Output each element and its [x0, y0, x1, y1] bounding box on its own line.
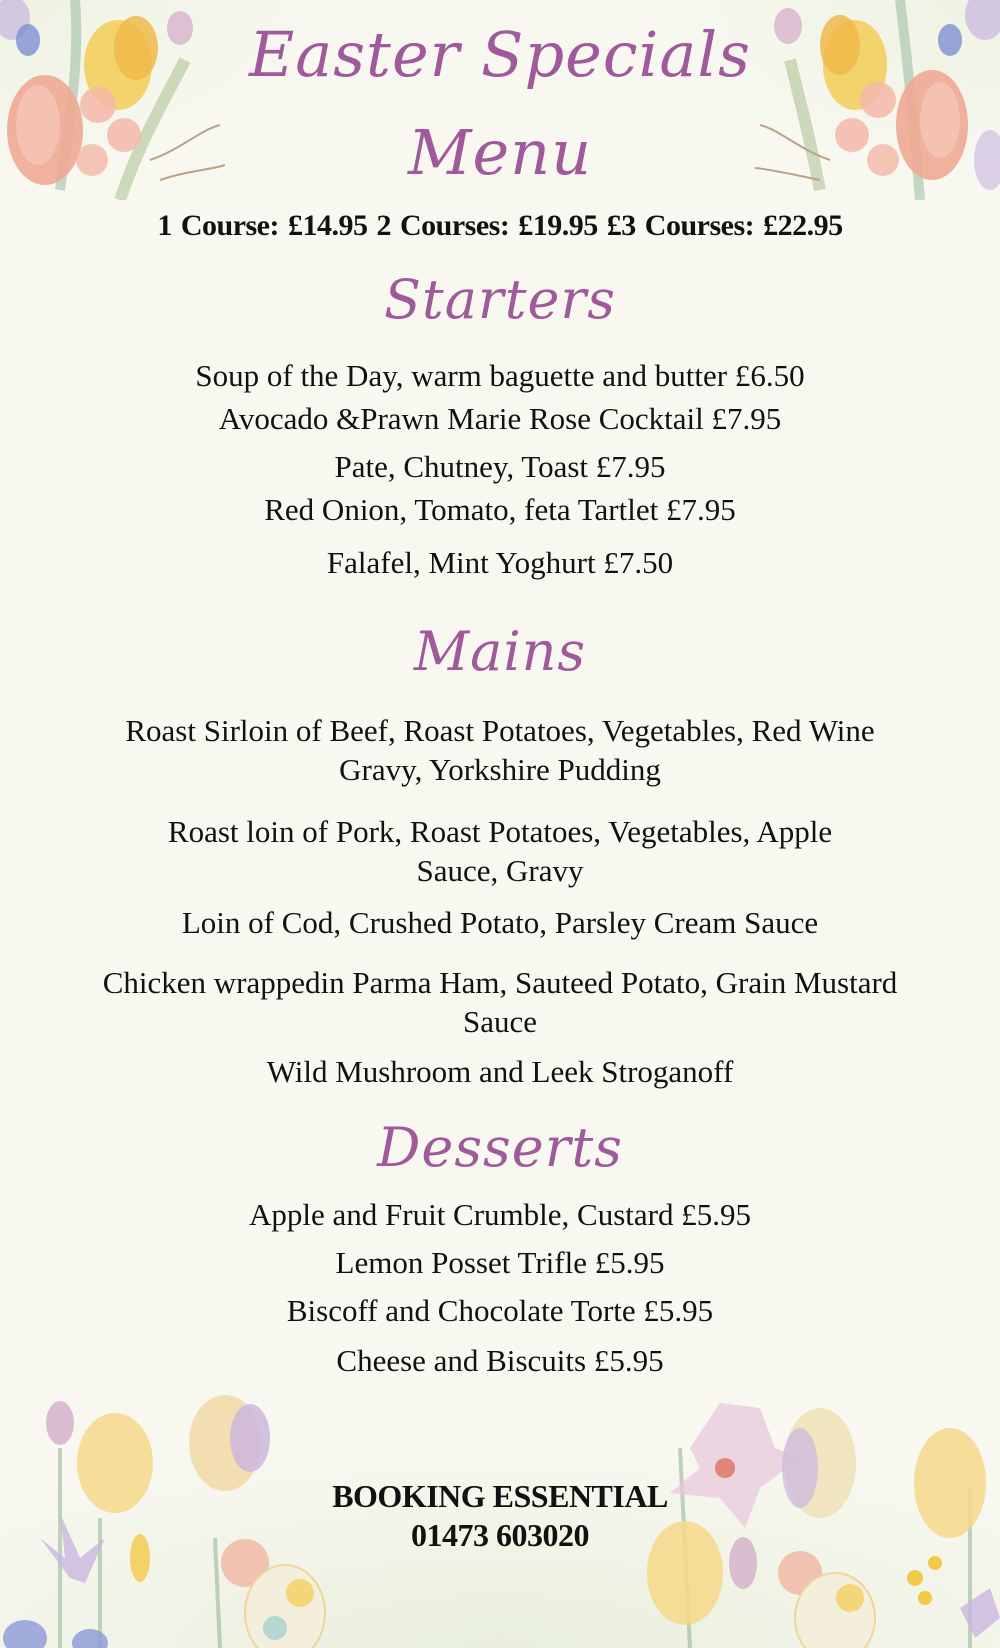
menu-title: Easter Specials	[248, 18, 751, 91]
main-item-continued: Sauce, Gravy	[416, 853, 584, 888]
course-pricing: 1 Course: £14.95 2 Courses: £19.95 £3 Courses: £22.95	[157, 209, 843, 242]
menu-subtitle: Menu	[407, 116, 593, 189]
main-item-continued: Gravy, Yorkshire Pudding	[339, 752, 661, 787]
main-item: Chicken wrappedin Parma Ham, Sauteed Potato, Grain Mustard	[102, 965, 898, 1000]
main-item: Roast loin of Pork, Roast Potatoes, Vegetables, Apple	[167, 814, 833, 849]
desserts-heading: Desserts	[377, 1116, 623, 1179]
main-item: Wild Mushroom and Leek Stroganoff	[266, 1054, 734, 1089]
dessert-item: Lemon Posset Trifle £5.95	[335, 1245, 665, 1280]
main-item: Roast Sirloin of Beef, Roast Potatoes, Vegetables, Red Wine	[125, 713, 875, 748]
booking-notice: BOOKING ESSENTIAL	[332, 1478, 668, 1514]
mains-heading: Mains	[413, 620, 587, 683]
main-item-continued: Sauce	[462, 1004, 538, 1039]
starters-heading: Starters	[384, 268, 616, 331]
starter-item: Falafel, Mint Yoghurt £7.50	[326, 545, 674, 580]
booking-phone: 01473 603020	[411, 1517, 589, 1553]
starter-item: Soup of the Day, warm baguette and butter £6.50	[195, 358, 805, 393]
dessert-item: Apple and Fruit Crumble, Custard £5.95	[249, 1197, 751, 1232]
starter-item: Avocado &Prawn Marie Rose Cocktail £7.95	[218, 401, 782, 436]
starter-item: Red Onion, Tomato, feta Tartlet £7.95	[264, 492, 736, 527]
dessert-item: Cheese and Biscuits £5.95	[336, 1343, 664, 1378]
dessert-item: Biscoff and Chocolate Torte £5.95	[286, 1293, 714, 1328]
main-item: Loin of Cod, Crushed Potato, Parsley Cream Sauce	[181, 905, 819, 940]
starter-item: Pate, Chutney, Toast £7.95	[334, 449, 666, 484]
